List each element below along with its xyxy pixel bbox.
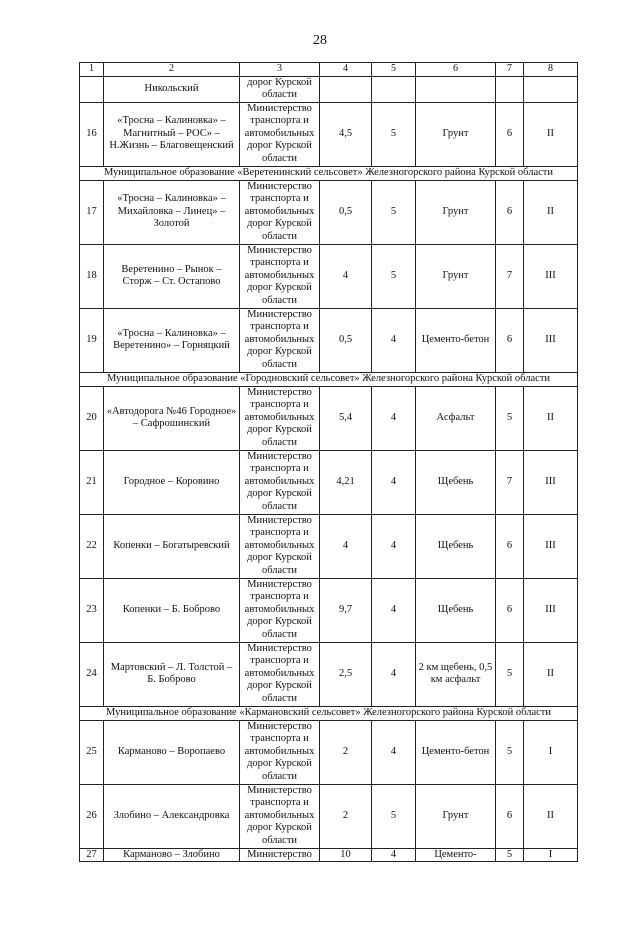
cell-road-name: «Автодорога №46 Городное» – Сафрошинский [104, 386, 240, 450]
cell-road-name: «Тросна – Калиновка» – Магнитный – РОС» – Н.Жизнь – Благовещенский [104, 102, 240, 166]
column-header: 3 [240, 63, 320, 77]
cell-road-name: Карманово – Злобино [104, 848, 240, 862]
cell-surface: Щебень [416, 578, 496, 642]
cell-number: 17 [80, 180, 104, 244]
cell-width: 5 [496, 848, 524, 862]
cell-category: 5 [372, 244, 416, 308]
table-row [80, 386, 578, 450]
cell-width: 6 [496, 180, 524, 244]
cell-category: 4 [372, 848, 416, 862]
section-header-row [80, 706, 578, 720]
cell-surface: Цементо- [416, 848, 496, 862]
cell-class [524, 76, 578, 102]
cell-width: 7 [496, 244, 524, 308]
cell-width [496, 76, 524, 102]
cell-owner: Министерство транспорта и автомобильных дорог Курской области [240, 180, 320, 244]
table-row [80, 784, 578, 848]
cell-road-name: «Тросна – Калиновка» – Веретенино» – Горняцкий [104, 308, 240, 372]
table-row [80, 308, 578, 372]
table-row [80, 578, 578, 642]
cell-category [372, 76, 416, 102]
cell-category: 5 [372, 102, 416, 166]
cell-road-name: Копенки – Богатыревский [104, 514, 240, 578]
cell-owner: Министерство транспорта и автомобильных дорог Курской области [240, 642, 320, 706]
table-row [80, 848, 578, 862]
table-row [80, 450, 578, 514]
cell-number: 19 [80, 308, 104, 372]
cell-category: 4 [372, 642, 416, 706]
cell-surface [416, 76, 496, 102]
cell-surface: Щебень [416, 450, 496, 514]
cell-class: III [524, 308, 578, 372]
table-row [80, 102, 578, 166]
cell-class: II [524, 102, 578, 166]
column-header: 2 [104, 63, 240, 77]
cell-category: 4 [372, 450, 416, 514]
cell-owner: Министерство транспорта и автомобильных дорог Курской области [240, 308, 320, 372]
cell-class: II [524, 180, 578, 244]
cell-surface: Цементо-бетон [416, 720, 496, 784]
cell-road-name: Мартовский – Л. Толстой – Б. Боброво [104, 642, 240, 706]
cell-width: 5 [496, 720, 524, 784]
cell-width: 6 [496, 578, 524, 642]
cell-class: II [524, 784, 578, 848]
cell-owner: Министерство транспорта и автомобильных дорог Курской области [240, 450, 320, 514]
cell-category: 4 [372, 386, 416, 450]
cell-number: 18 [80, 244, 104, 308]
cell-class: II [524, 386, 578, 450]
cell-category: 4 [372, 308, 416, 372]
cell-class: III [524, 450, 578, 514]
cell-length: 4 [320, 514, 372, 578]
cell-surface: Грунт [416, 784, 496, 848]
cell-number: 25 [80, 720, 104, 784]
cell-number [80, 76, 104, 102]
column-header: 5 [372, 63, 416, 77]
section-header-row [80, 166, 578, 180]
cell-length: 2 [320, 784, 372, 848]
column-header: 6 [416, 63, 496, 77]
column-header: 4 [320, 63, 372, 77]
page-number: 28 [313, 33, 327, 48]
cell-owner: Министерство транспорта и автомобильных дорог Курской области [240, 514, 320, 578]
cell-owner: Министерство транспорта и автомобильных дорог Курской области [240, 102, 320, 166]
cell-surface: Щебень [416, 514, 496, 578]
cell-class: III [524, 514, 578, 578]
cell-length: 0,5 [320, 180, 372, 244]
cell-owner: Министерство [240, 848, 320, 862]
section-title: Муниципальное образование «Веретенинский сельсовет» Железногорского района Курской области [80, 166, 578, 180]
cell-owner: дорог Курской области [240, 76, 320, 102]
table-row [80, 514, 578, 578]
column-header-row [80, 63, 578, 77]
cell-length: 4,21 [320, 450, 372, 514]
cell-length: 9,7 [320, 578, 372, 642]
table-row [80, 180, 578, 244]
cell-owner: Министерство транспорта и автомобильных дорог Курской области [240, 244, 320, 308]
cell-surface: Грунт [416, 102, 496, 166]
cell-number: 27 [80, 848, 104, 862]
cell-category: 4 [372, 514, 416, 578]
cell-surface: Асфальт [416, 386, 496, 450]
cell-number: 21 [80, 450, 104, 514]
cell-number: 23 [80, 578, 104, 642]
cell-length: 10 [320, 848, 372, 862]
cell-number: 22 [80, 514, 104, 578]
table-row [80, 244, 578, 308]
roads-table [79, 62, 578, 862]
cell-owner: Министерство транспорта и автомобильных дорог Курской области [240, 578, 320, 642]
cell-class: III [524, 578, 578, 642]
cell-width: 5 [496, 642, 524, 706]
cell-road-name: Городное – Коровино [104, 450, 240, 514]
cell-surface: Цементо-бетон [416, 308, 496, 372]
column-header: 7 [496, 63, 524, 77]
cell-number: 24 [80, 642, 104, 706]
cell-number: 16 [80, 102, 104, 166]
cell-class: I [524, 720, 578, 784]
cell-width: 6 [496, 102, 524, 166]
cell-length: 4,5 [320, 102, 372, 166]
cell-road-name: Злобино – Александровка [104, 784, 240, 848]
cell-category: 5 [372, 784, 416, 848]
cell-width: 6 [496, 784, 524, 848]
cell-number: 20 [80, 386, 104, 450]
cell-width: 5 [496, 386, 524, 450]
cell-category: 5 [372, 180, 416, 244]
section-title: Муниципальное образование «Кармановский сельсовет» Железногорского района Курской области [80, 706, 578, 720]
cell-road-name: Карманово – Воропаево [104, 720, 240, 784]
cell-width: 7 [496, 450, 524, 514]
cell-number: 26 [80, 784, 104, 848]
column-header: 1 [80, 63, 104, 77]
cell-category: 4 [372, 720, 416, 784]
cell-owner: Министерство транспорта и автомобильных дорог Курской области [240, 720, 320, 784]
cell-length [320, 76, 372, 102]
cell-surface: Грунт [416, 180, 496, 244]
cell-road-name: «Тросна – Калиновка» – Михайловка – Линец» – Золотой [104, 180, 240, 244]
cell-length: 5,4 [320, 386, 372, 450]
cell-class: I [524, 848, 578, 862]
cell-length: 2,5 [320, 642, 372, 706]
cell-road-name: Копенки – Б. Боброво [104, 578, 240, 642]
cell-category: 4 [372, 578, 416, 642]
cell-width: 6 [496, 308, 524, 372]
cell-class: III [524, 244, 578, 308]
cell-surface: Грунт [416, 244, 496, 308]
table-row [80, 720, 578, 784]
column-header: 8 [524, 63, 578, 77]
table-row [80, 642, 578, 706]
cell-length: 4 [320, 244, 372, 308]
continuation-row [80, 76, 578, 102]
cell-owner: Министерство транспорта и автомобильных дорог Курской области [240, 386, 320, 450]
cell-class: II [524, 642, 578, 706]
cell-road-name: Веретенино – Рынок – Сторж – Ст. Остапово [104, 244, 240, 308]
cell-width: 6 [496, 514, 524, 578]
section-header-row [80, 372, 578, 386]
cell-road-name: Никольский [104, 76, 240, 102]
cell-length: 0,5 [320, 308, 372, 372]
cell-owner: Министерство транспорта и автомобильных дорог Курской области [240, 784, 320, 848]
cell-surface: 2 км щебень, 0,5 км асфальт [416, 642, 496, 706]
cell-length: 2 [320, 720, 372, 784]
section-title: Муниципальное образование «Городновский сельсовет» Железногорского района Курской области [80, 372, 578, 386]
